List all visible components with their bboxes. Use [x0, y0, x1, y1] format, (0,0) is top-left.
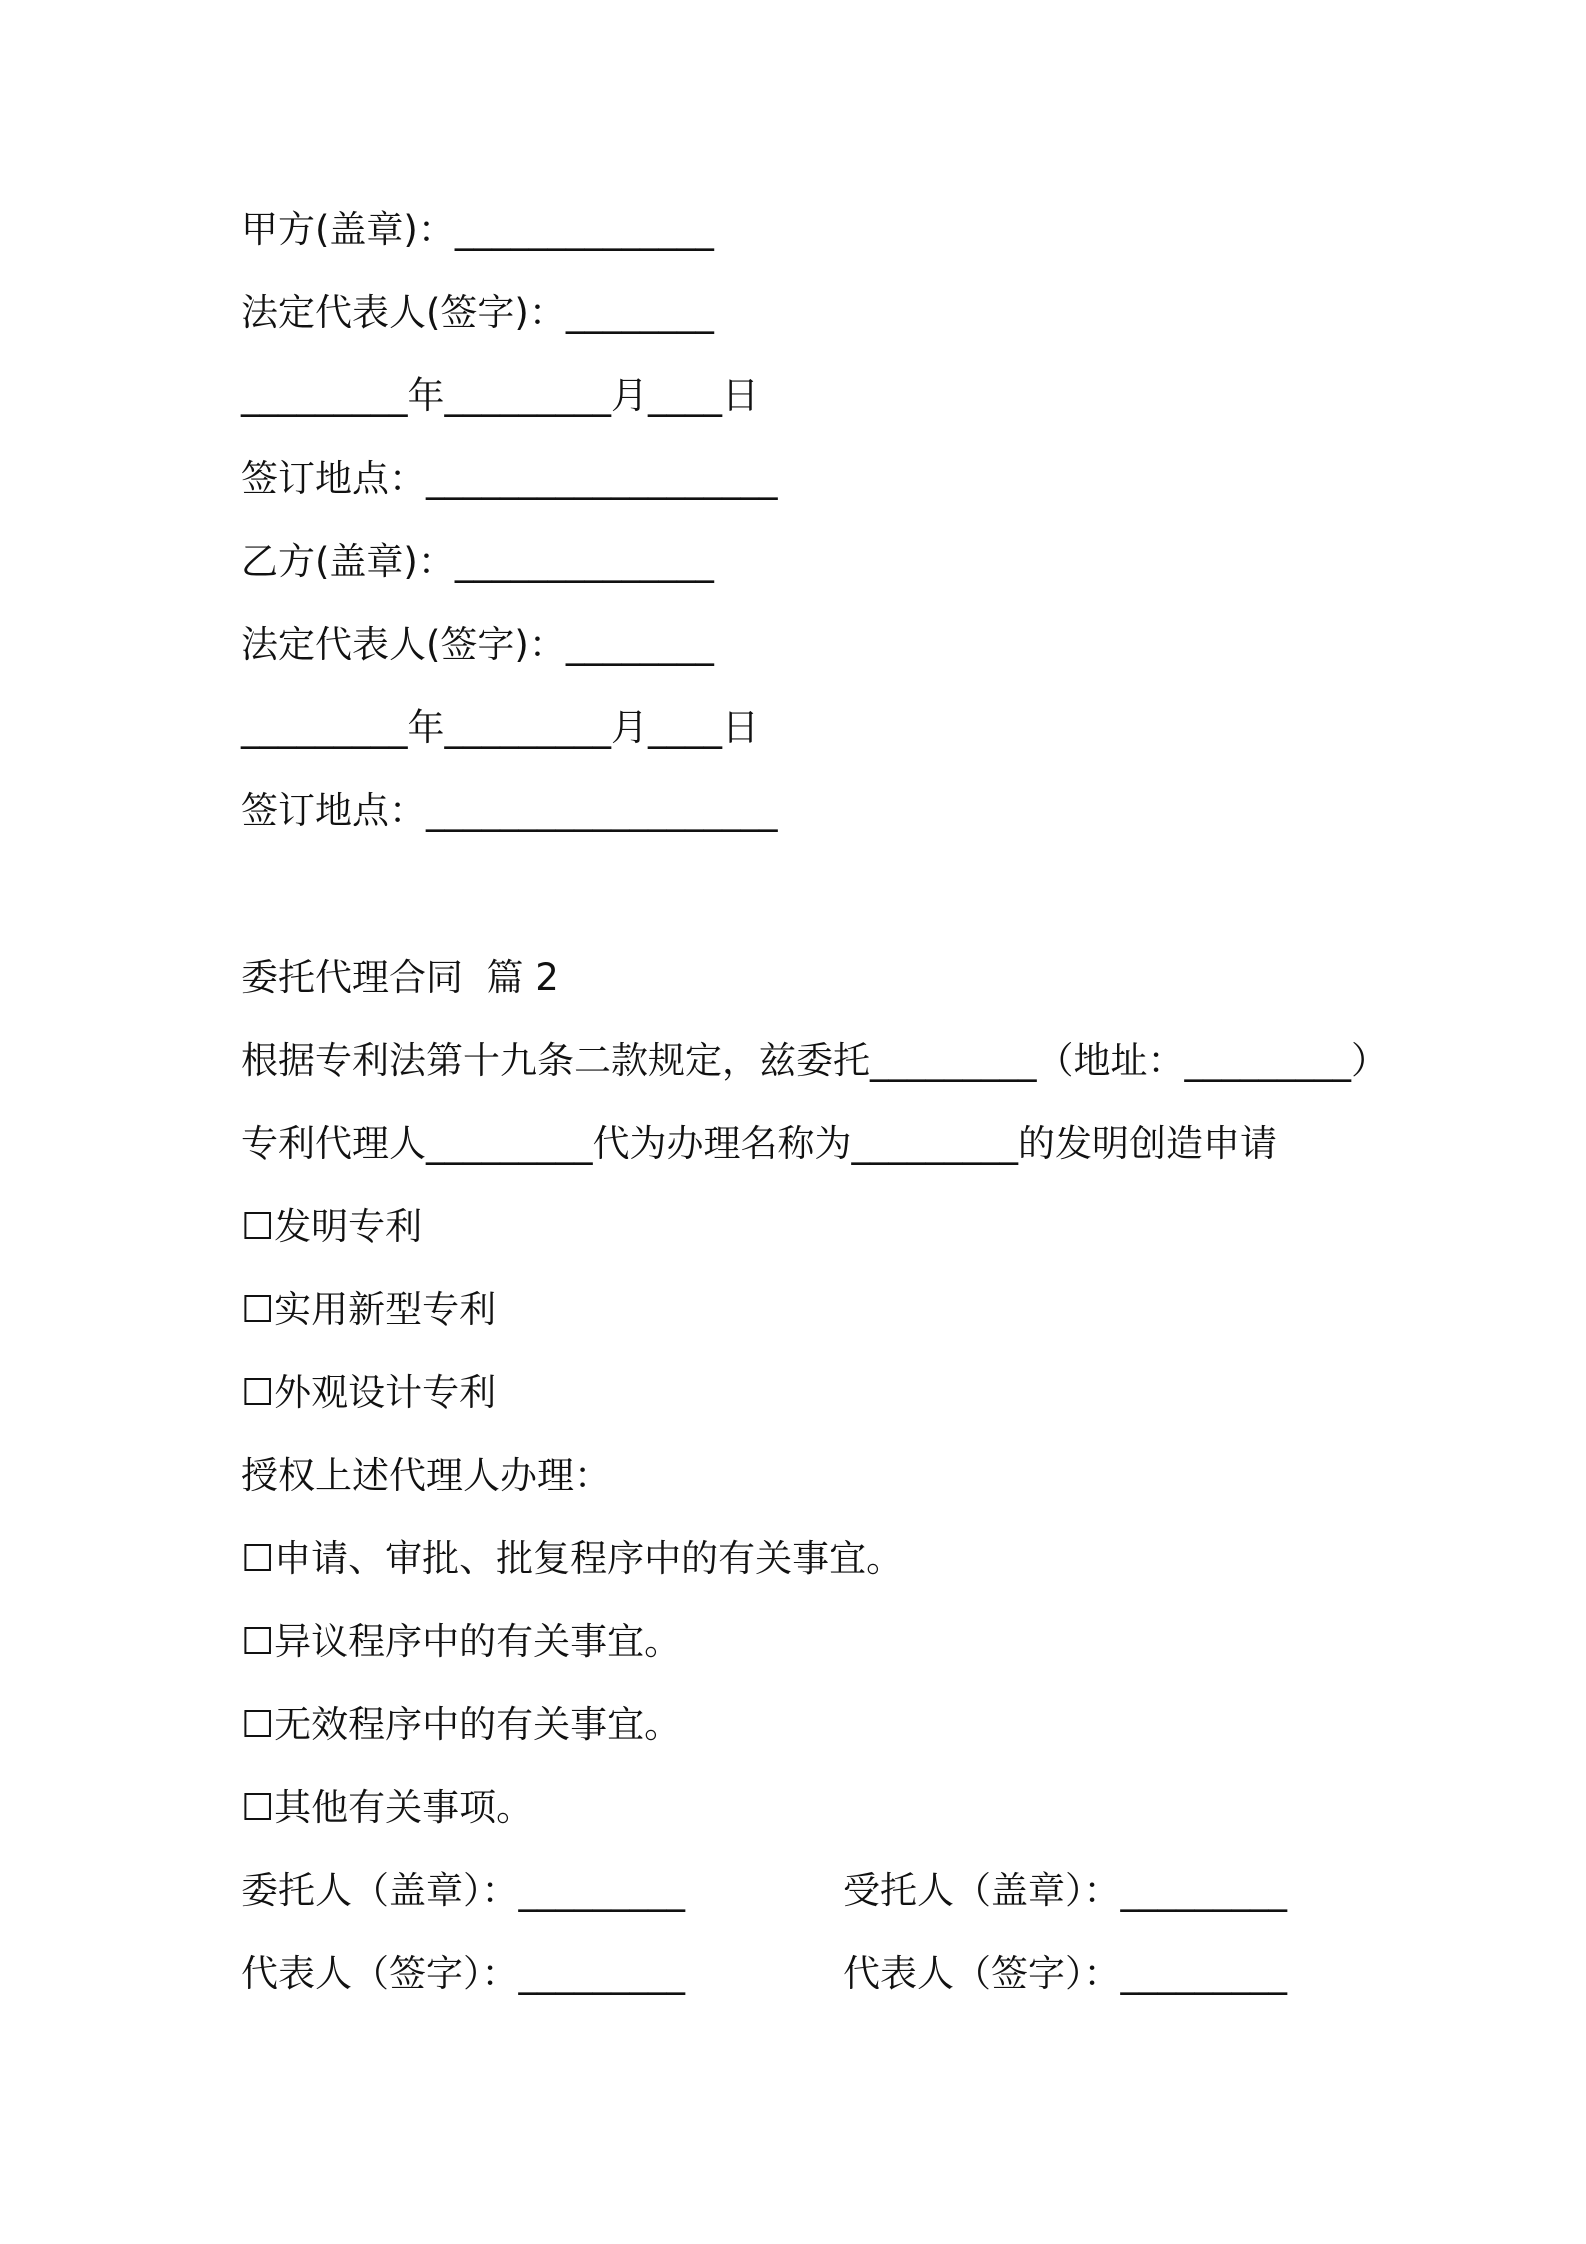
- authorized-item-opposition: ☐异议程序中的有关事宜。: [241, 1620, 682, 1663]
- party-a-signing-place-line: 签订地点：___________________: [241, 457, 778, 500]
- party-b-signing-place-line: 签订地点：___________________: [241, 789, 778, 832]
- party-a-seal-line: 甲方(盖章)：______________: [241, 208, 714, 251]
- authorize-heading: 授权上述代理人办理：: [241, 1454, 611, 1497]
- authorized-item-application: ☐申请、审批、批复程序中的有关事宜。: [241, 1537, 904, 1580]
- patent-type-utility-model: ☐实用新型专利: [241, 1288, 497, 1331]
- agent-seal-line: 受托人（盖章）：_________: [843, 1869, 1287, 1912]
- agent-representative-line: 代表人（签字）：_________: [843, 1952, 1287, 1995]
- principal-representative-line: 代表人（签字）：_________: [241, 1952, 685, 1995]
- principal-seal-line: 委托人（盖章）：_________: [241, 1869, 685, 1912]
- party-a-date-line: _________年_________月____日: [241, 374, 759, 417]
- patent-type-invention: ☐发明专利: [241, 1205, 423, 1248]
- party-a-representative-line: 法定代表人(签字)：________: [241, 291, 714, 334]
- party-b-date-line: _________年_________月____日: [241, 706, 759, 749]
- paragraph-entrust: 根据专利法第十九条二款规定，兹委托_________（地址：_________）: [241, 1039, 1388, 1082]
- authorized-item-other: ☐其他有关事项。: [241, 1786, 534, 1829]
- party-b-seal-line: 乙方(盖章)：______________: [241, 540, 714, 583]
- patent-type-design: ☐外观设计专利: [241, 1371, 497, 1414]
- authorized-item-invalidation: ☐无效程序中的有关事宜。: [241, 1703, 682, 1746]
- paragraph-agent: 专利代理人_________代为办理名称为_________的发明创造申请: [241, 1122, 1277, 1165]
- section-title: 委托代理合同 篇 2: [241, 956, 559, 999]
- party-b-representative-line: 法定代表人(签字)：________: [241, 623, 714, 666]
